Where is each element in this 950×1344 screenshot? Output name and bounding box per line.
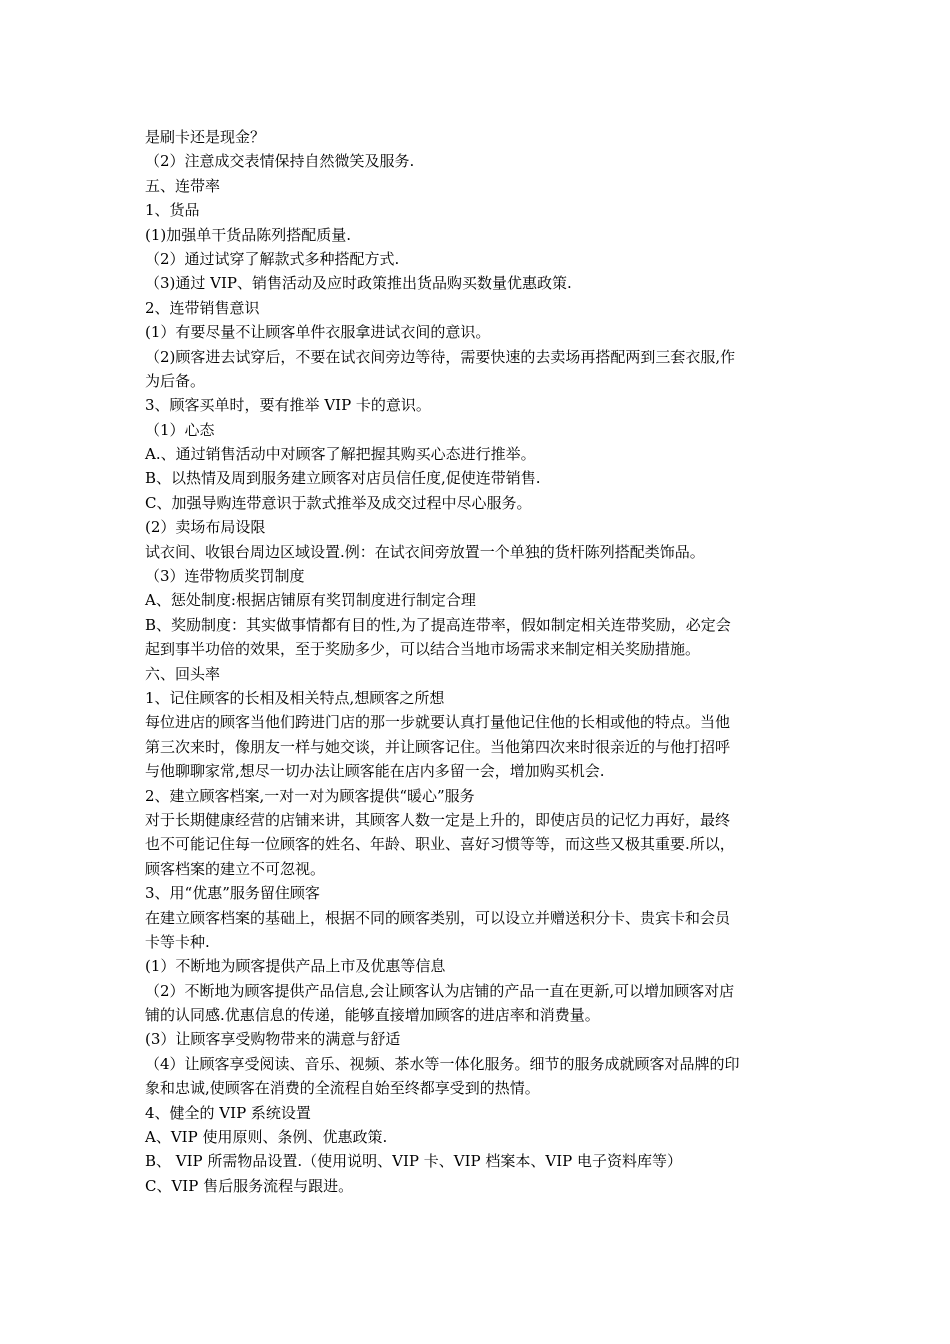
text-line: 顾客档案的建立不可忽视。: [145, 859, 326, 878]
text-line: 第三次来时，像朋友一样与她交谈，并让顾客记住。当他第四次来时很亲近的与他打招呼: [145, 737, 731, 756]
text-line: 象和忠诚,使顾客在消费的全流程自始至终都享受到的热情。: [145, 1079, 540, 1098]
text-line: 每位进店的顾客当他们跨进门店的那一步就要认真打量他记住他的长相或他的特点。当他: [145, 713, 731, 732]
text-line: A.、通过销售活动中对顾客了解把握其购买心态进行推举。: [145, 445, 536, 464]
text-line: （3)通过 VIP、销售活动及应时政策推出货品购买数量优惠政策.: [145, 274, 572, 293]
text-line: （2）不断地为顾客提供产品信息,会让顾客认为店铺的产品一直在更新,可以增加顾客对店: [145, 981, 735, 1000]
text-line: 试衣间、收银台周边区域设置.例：在试衣间旁放置一个单独的货杆陈列搭配类饰品。: [145, 542, 705, 561]
text-line: 与他聊聊家常,想尽一切办法让顾客能在店内多留一会，增加购买机会.: [145, 762, 605, 781]
document-body: [145, 125, 810, 1198]
text-line: （2）注意成交表情保持自然微笑及服务.: [145, 152, 415, 171]
subheading: 2、建立顾客档案,一对一对为顾客提供“暖心”服务: [145, 786, 475, 805]
text-line: 是刷卡还是现金？: [145, 128, 266, 146]
text-line: 卡等卡种.: [145, 932, 210, 951]
text-line: B、奖励制度：其实做事情都有目的性,为了提高连带率，假如制定相关连带奖励，必定会: [145, 615, 731, 634]
subheading: 1、货品: [145, 201, 200, 220]
text-line: C、加强导购连带意识于款式推举及成交过程中尽心服务。: [145, 493, 532, 512]
subheading: 2、连带销售意识: [145, 298, 260, 317]
text-line: 对于长期健康经营的店铺来讲，其顾客人数一定是上升的，即使店员的记忆力再好，最终: [145, 810, 731, 829]
text-line: 也不可能记住每一位顾客的姓名、年龄、职业、喜好习惯等等，而这些又极其重要.所以，: [145, 835, 735, 854]
text-line: A、惩处制度:根据店铺原有奖罚制度进行制定合理: [145, 591, 476, 610]
section-heading: 五、连带率: [145, 176, 221, 195]
text-line: C、VIP 售后服务流程与跟进。: [145, 1176, 354, 1195]
subheading: 3、用“优惠”服务留住顾客: [145, 884, 320, 903]
text-line: (3）让顾客享受购物带来的满意与舒适: [145, 1030, 401, 1049]
subheading: 4、健全的 VIP 系统设置: [145, 1103, 311, 1122]
text-line: (2）卖场布局设限: [145, 518, 266, 537]
text-line: (1)加强单干货品陈列搭配质量.: [145, 225, 352, 244]
text-line: （4）让顾客享受阅读、音乐、视频、茶水等一体化服务。细节的服务成就顾客对品牌的印: [145, 1054, 740, 1073]
text-line: 为后备。: [145, 371, 206, 390]
text-line: (1）有要尽量不让顾客单件衣服拿进试衣间的意识。: [145, 323, 491, 342]
text-line: (1）不断地为顾客提供产品上市及优惠等信息: [145, 957, 446, 976]
text-line: 起到事半功倍的效果，至于奖励多少，可以结合当地市场需求来制定相关奖励措施。: [145, 640, 701, 659]
text-line: B、 VIP 所需物品设置.（使用说明、VIP 卡、VIP 档案本、VIP 电子资料库等）: [145, 1152, 683, 1171]
subheading: 1、记住顾客的长相及相关特点,想顾客之所想: [145, 688, 445, 707]
text-line: （1）心态: [145, 420, 215, 439]
text-line: 在建立顾客档案的基础上，根据不同的顾客类别，可以设立并赠送积分卡、贵宾卡和会员: [145, 908, 731, 927]
text-line: 铺的认同感.优惠信息的传递，能够直接增加顾客的进店率和消费量。: [145, 1006, 600, 1025]
text-line: （2）通过试穿了解款式多种搭配方式.: [145, 249, 400, 268]
text-line: B、以热情及周到服务建立顾客对店员信任度,促使连带销售.: [145, 469, 541, 488]
text-line: （2)顾客进去试穿后，不要在试衣间旁边等待，需要快速的去卖场再搭配两到三套衣服,作: [145, 347, 736, 366]
text-line: （3）连带物质奖罚制度: [145, 567, 305, 586]
section-heading: 六、回头率: [145, 664, 221, 683]
subheading: 3、顾客买单时，要有推举 VIP 卡的意识。: [145, 396, 431, 415]
text-line: A、VIP 使用原则、条例、优惠政策.: [145, 1128, 388, 1147]
